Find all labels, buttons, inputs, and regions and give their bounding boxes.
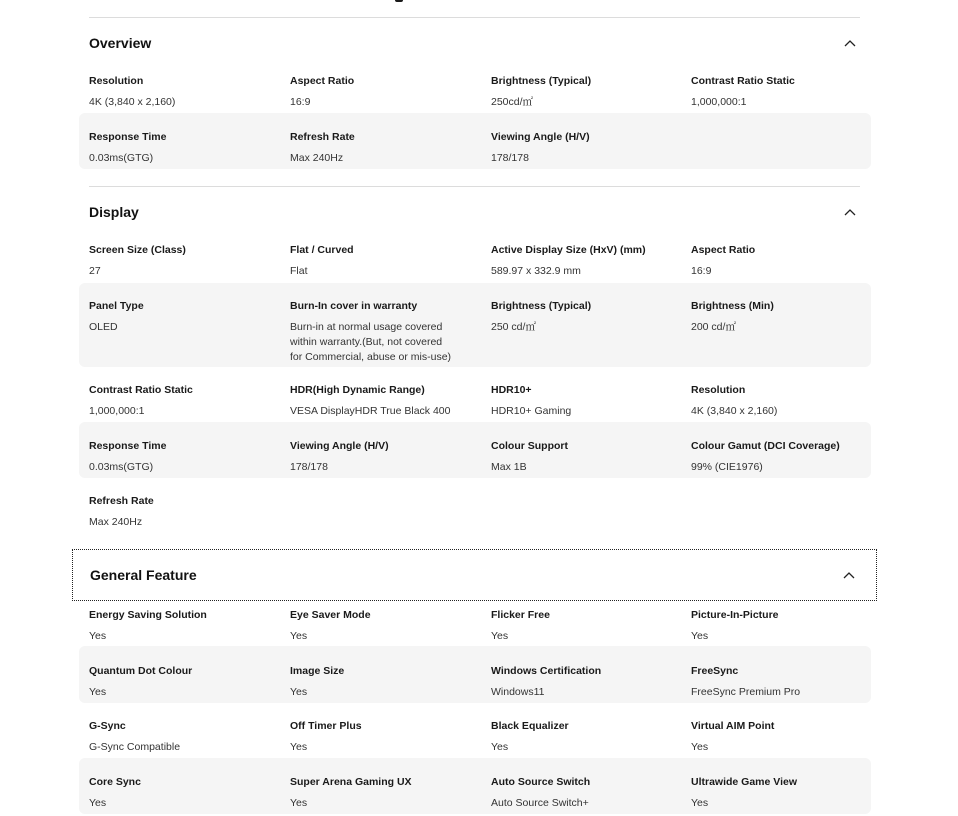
- spec-label: HDR10+: [491, 384, 532, 396]
- spec-value: 0.03ms(GTG): [89, 461, 154, 473]
- spec-label: FreeSync: [691, 665, 739, 677]
- spec-label: Panel Type: [89, 300, 144, 312]
- section-header-display[interactable]: [89, 197, 860, 227]
- spec-label: Resolution: [691, 384, 746, 396]
- spec-label: Refresh Rate: [290, 131, 355, 143]
- spec-value: Yes: [491, 741, 509, 753]
- spec-label: Response Time: [89, 131, 167, 143]
- spec-value: Burn-in at normal usage covered within warranty.(But, not covered for Commercial, abuse or mis-use): [290, 321, 452, 363]
- spec-row: [79, 367, 871, 422]
- spec-label: Active Display Size (HxV) (mm): [491, 244, 646, 256]
- spec-value: OLED: [89, 321, 118, 333]
- spec-value: Max 240Hz: [89, 516, 143, 528]
- spec-label: Windows Certification: [491, 665, 602, 677]
- spec-value: Yes: [89, 797, 107, 809]
- spec-label: Viewing Angle (H/V): [290, 440, 389, 452]
- spec-value: 589.97 x 332.9 mm: [491, 265, 581, 277]
- section-header-overview[interactable]: [89, 28, 860, 58]
- spec-row: [79, 113, 871, 169]
- spec-value: Yes: [691, 630, 709, 642]
- spec-label: Brightness (Typical): [491, 300, 592, 312]
- spec-label: Flicker Free: [491, 609, 550, 621]
- spec-value: 99% (CIE1976): [691, 461, 763, 473]
- spec-value: 1,000,000:1: [89, 405, 145, 417]
- spec-label: Flat / Curved: [290, 244, 354, 256]
- spec-label: Brightness (Typical): [491, 75, 592, 87]
- spec-label: Aspect Ratio: [290, 75, 355, 87]
- spec-value: Yes: [290, 686, 308, 698]
- spec-row: [79, 283, 871, 367]
- spec-row: [79, 646, 871, 703]
- spec-label: Ultrawide Game View: [691, 776, 798, 788]
- spec-value: Yes: [290, 741, 308, 753]
- spec-value: G-Sync Compatible: [89, 741, 181, 753]
- spec-label: Aspect Ratio: [691, 244, 756, 256]
- spec-value: 0.03ms(GTG): [89, 152, 154, 164]
- spec-value: Max 240Hz: [290, 152, 344, 164]
- cropped-heading-fragment: [395, 0, 403, 2]
- spec-row: [79, 703, 871, 758]
- spec-row: [79, 62, 871, 112]
- spec-label: Auto Source Switch: [491, 776, 591, 788]
- spec-value: Yes: [290, 630, 308, 642]
- section-divider: [89, 186, 860, 187]
- spec-value: Yes: [89, 630, 107, 642]
- spec-value: 27: [89, 265, 101, 277]
- spec-value: Yes: [290, 797, 308, 809]
- spec-value: Yes: [691, 741, 709, 753]
- spec-value: 178/178: [290, 461, 328, 473]
- spec-label: Picture-In-Picture: [691, 609, 779, 621]
- spec-row: [79, 478, 871, 534]
- spec-value: 4K (3,840 x 2,160): [691, 405, 778, 417]
- spec-label: Off Timer Plus: [290, 720, 362, 732]
- spec-label: Colour Support: [491, 440, 568, 452]
- spec-label: Image Size: [290, 665, 345, 677]
- spec-label: Brightness (Min): [691, 300, 774, 312]
- spec-value: 4K (3,840 x 2,160): [89, 96, 176, 108]
- spec-label: G-Sync: [89, 720, 126, 732]
- spec-value: Flat: [290, 265, 308, 277]
- spec-value: 250 cd/㎡: [491, 321, 536, 333]
- spec-label: Quantum Dot Colour: [89, 665, 193, 677]
- spec-label: Core Sync: [89, 776, 141, 788]
- chevron-up-icon[interactable]: [840, 33, 860, 53]
- spec-label: Eye Saver Mode: [290, 609, 371, 621]
- spec-label: Contrast Ratio Static: [691, 75, 795, 87]
- spec-value: Windows11: [491, 686, 545, 698]
- spec-label: Resolution: [89, 75, 144, 87]
- spec-value: Yes: [491, 630, 509, 642]
- spec-label: Virtual AIM Point: [691, 720, 775, 732]
- spec-value: FreeSync Premium Pro: [691, 686, 801, 698]
- spec-value: HDR10+ Gaming: [491, 405, 572, 417]
- spec-label: Super Arena Gaming UX: [290, 776, 412, 788]
- spec-row: [79, 591, 871, 646]
- spec-label: Colour Gamut (DCI Coverage): [691, 440, 840, 452]
- spec-value: VESA DisplayHDR True Black 400: [290, 405, 451, 417]
- spec-value: Yes: [691, 797, 709, 809]
- spec-label: Black Equalizer: [491, 720, 569, 732]
- spec-label: Response Time: [89, 440, 167, 452]
- section-divider: [89, 17, 860, 18]
- spec-value: 250cd/㎡: [491, 96, 534, 108]
- spec-value: Yes: [89, 686, 107, 698]
- spec-value: 178/178: [491, 152, 529, 164]
- spec-label: Refresh Rate: [89, 495, 154, 507]
- spec-value: 200 cd/㎡: [691, 321, 736, 333]
- spec-row: [79, 231, 871, 283]
- spec-value: Auto Source Switch+: [491, 797, 589, 809]
- spec-value: 16:9: [691, 265, 712, 277]
- spec-value: 16:9: [290, 96, 311, 108]
- spec-row: [79, 758, 871, 814]
- spec-value: 1,000,000:1: [691, 96, 747, 108]
- section-title-display: Display: [89, 204, 139, 220]
- spec-label: Viewing Angle (H/V): [491, 131, 590, 143]
- spec-label: Energy Saving Solution: [89, 609, 207, 621]
- spec-label: HDR(High Dynamic Range): [290, 384, 425, 396]
- section-title-overview: Overview: [89, 35, 152, 51]
- spec-label: Screen Size (Class): [89, 244, 186, 256]
- spec-label: Burn-In cover in warranty: [290, 300, 418, 312]
- spec-row: [79, 422, 871, 478]
- chevron-up-icon[interactable]: [840, 202, 860, 222]
- section-title-general-feature: General Feature: [90, 567, 197, 583]
- spec-value: Max 1B: [491, 461, 527, 473]
- spec-label: Contrast Ratio Static: [89, 384, 193, 396]
- chevron-up-icon[interactable]: [839, 565, 859, 585]
